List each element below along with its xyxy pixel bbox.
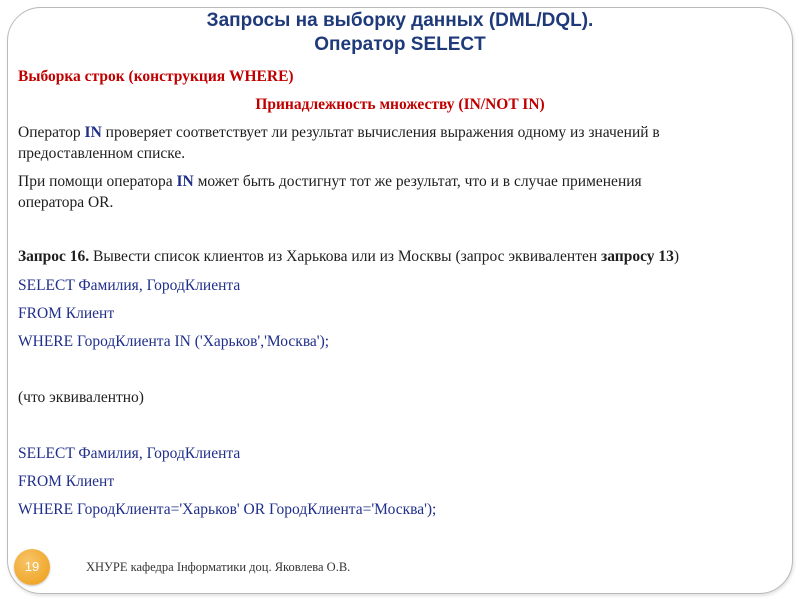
sql1-line-1: SELECT Фамилия, ГородКлиента — [18, 277, 241, 294]
paragraph-text: Оператор — [18, 124, 85, 141]
paragraph-text: может быть достигнут тот же результат, что и в случае применения — [193, 173, 642, 190]
sql1-line-3: WHERE ГородКлиента IN ('Харьков','Москва'); — [18, 333, 330, 350]
query-close: ) — [673, 248, 680, 265]
footer-text: ХНУРЕ кафедра Інформатики доц. Яковлева О.В. — [86, 560, 351, 574]
query-reference: запросу 13 — [601, 248, 674, 265]
paragraph-text: При помощи оператора — [18, 173, 177, 190]
sql2-line-3: WHERE ГородКлиента='Харьков' OR ГородКлиента='Москва'); — [18, 501, 437, 518]
paragraph-2-line-2: оператора OR. — [18, 194, 114, 211]
page-number-badge: 19 — [14, 549, 50, 585]
in-keyword: IN — [176, 173, 194, 190]
slide-title-line2: Оператор SELECT — [314, 34, 486, 55]
subheading: Принадлежность множеству (IN/NOT IN) — [255, 96, 545, 113]
section-heading: Выборка строк (конструкция WHERE) — [18, 68, 294, 85]
sql2-line-1: SELECT Фамилия, ГородКлиента — [18, 445, 241, 462]
sql2-line-2: FROM Клиент — [18, 473, 115, 490]
paragraph-text: проверяет соответствует ли результат вычисления выражения одному из значений в — [101, 124, 660, 141]
sql1-line-2: FROM Клиент — [18, 305, 115, 322]
equivalent-note: (что эквивалентно) — [18, 389, 144, 406]
in-keyword: IN — [84, 124, 102, 141]
query-description — [18, 246, 778, 267]
paragraph-2-line-1 — [18, 171, 778, 192]
paragraph-1-line-2: предоставленном списке. — [18, 145, 186, 162]
query-label: Запрос 16. — [18, 248, 90, 265]
query-text: Вывести список клиентов из Харькова или из Москвы (запрос эквивалентен — [89, 248, 602, 265]
slide-title-line1: Запросы на выборку данных (DML/DQL). — [206, 10, 594, 31]
paragraph-1-line-1 — [18, 122, 778, 143]
